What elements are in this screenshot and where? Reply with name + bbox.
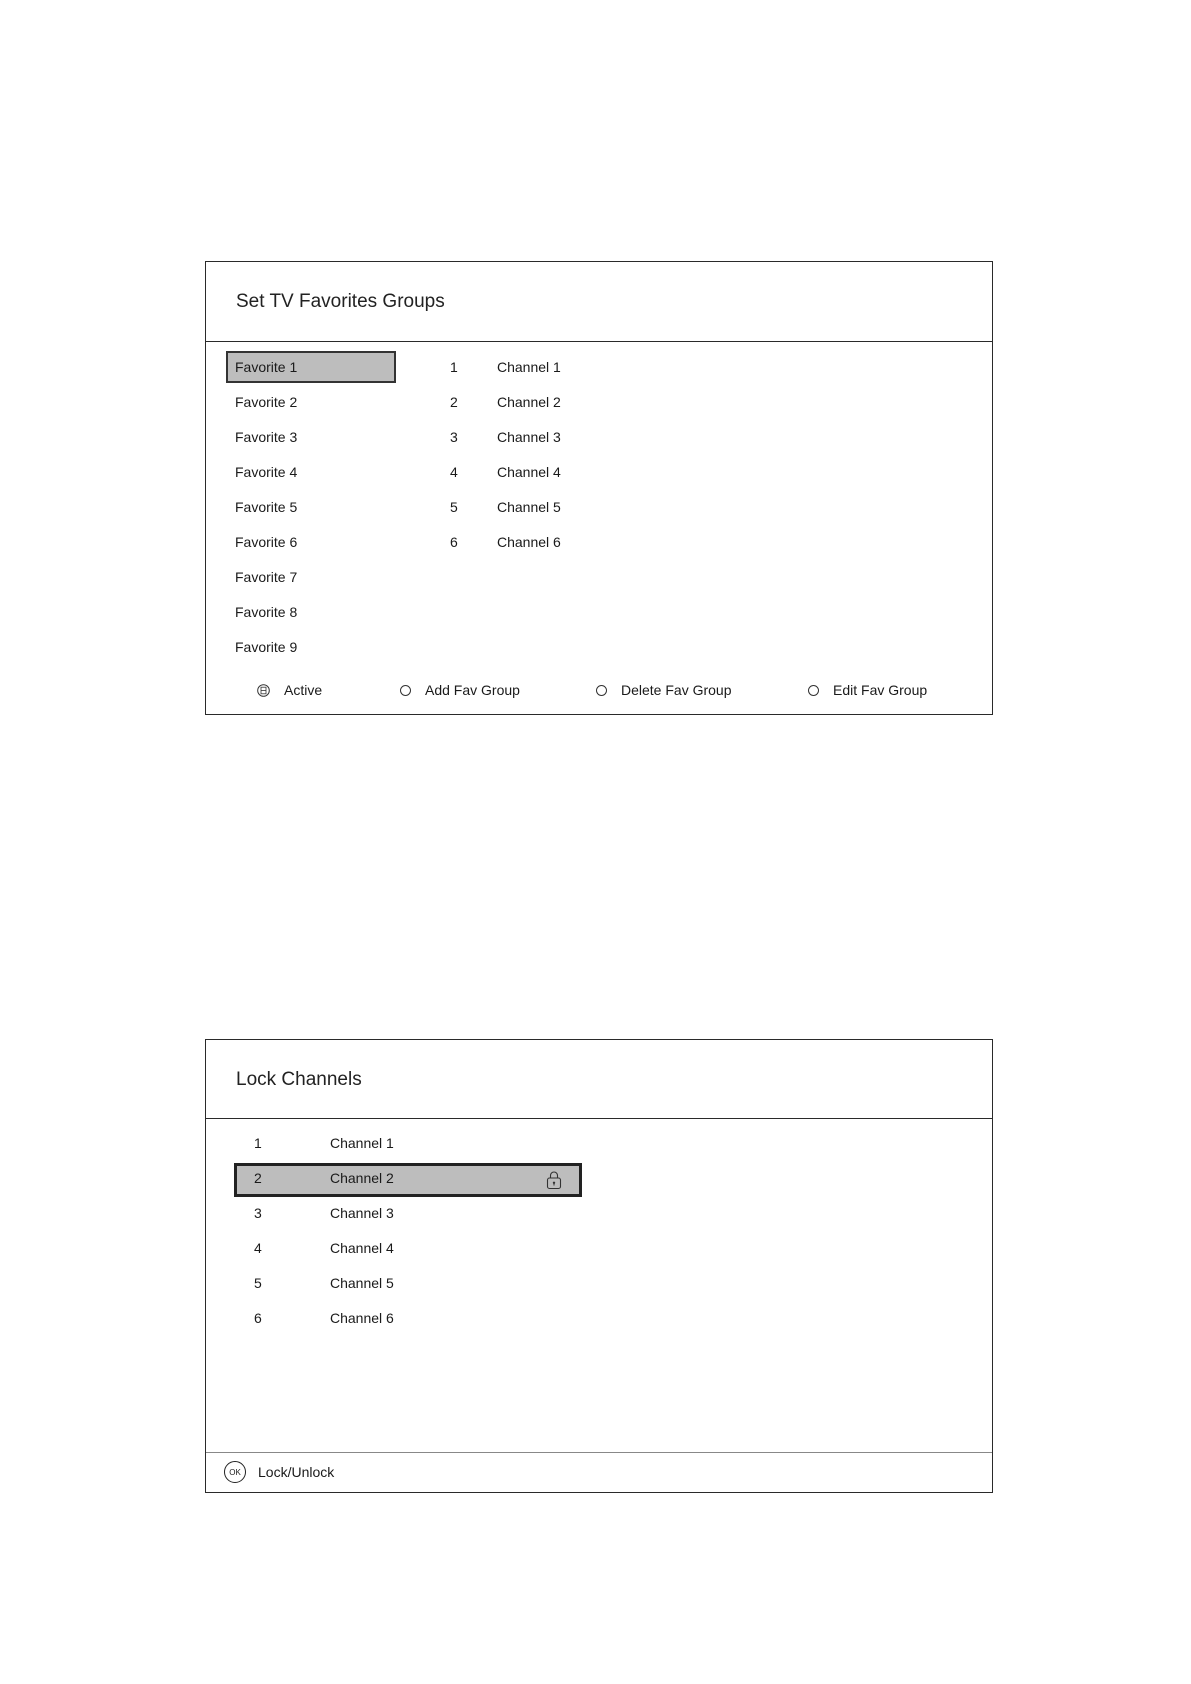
channel-name: Channel 1 — [330, 1135, 394, 1151]
lock-unlock-hint[interactable] — [224, 1459, 334, 1485]
radio-button-icon — [596, 685, 607, 696]
bullet-button-icon — [257, 684, 270, 697]
lock-channel-row-1[interactable] — [234, 1128, 582, 1162]
lock-panel-title: Lock Channels — [236, 1069, 362, 1090]
fav-group-item-1[interactable]: Favorite 1 — [226, 351, 396, 383]
channel-number: 1 — [254, 1135, 262, 1151]
channel-name[interactable]: Channel 3 — [497, 429, 561, 445]
channel-name[interactable]: Channel 4 — [497, 464, 561, 480]
add-fav-group-button[interactable] — [400, 678, 520, 702]
channel-name[interactable]: Channel 5 — [497, 499, 561, 515]
lock-channel-row-4[interactable] — [234, 1233, 582, 1267]
channel-number: 6 — [450, 534, 458, 550]
channel-number: 1 — [450, 359, 458, 375]
lock-icon — [546, 1170, 562, 1190]
channel-number: 2 — [254, 1170, 262, 1186]
fav-group-item-5[interactable]: Favorite 5 — [235, 499, 298, 515]
channel-number: 2 — [450, 394, 458, 410]
add-fav-group-label: Add Fav Group — [425, 682, 520, 698]
fav-group-item-8[interactable]: Favorite 8 — [235, 604, 298, 620]
fav-group-item-6[interactable]: Favorite 6 — [235, 534, 298, 550]
actions-bar — [206, 678, 992, 702]
fav-group-item-7[interactable]: Favorite 7 — [235, 569, 298, 585]
ok-button-icon: OK — [224, 1461, 246, 1483]
channel-number: 3 — [254, 1205, 262, 1221]
channel-name[interactable]: Channel 2 — [497, 394, 561, 410]
channel-number: 5 — [450, 499, 458, 515]
footer-divider — [206, 1452, 992, 1453]
channel-name: Channel 5 — [330, 1275, 394, 1291]
channel-number: 3 — [450, 429, 458, 445]
radio-button-icon — [400, 685, 411, 696]
channel-name: Channel 4 — [330, 1240, 394, 1256]
favorites-panel-title: Set TV Favorites Groups — [236, 291, 445, 312]
title-divider — [206, 1118, 992, 1119]
lock-channels-panel — [205, 1039, 993, 1493]
edit-fav-group-label: Edit Fav Group — [833, 682, 928, 698]
fav-group-item-2[interactable]: Favorite 2 — [235, 394, 298, 410]
channel-name: Channel 3 — [330, 1205, 394, 1221]
delete-fav-group-button[interactable] — [596, 678, 732, 702]
fav-group-item-4[interactable]: Favorite 4 — [235, 464, 298, 480]
favorites-panel — [205, 261, 993, 715]
channel-name: Channel 2 — [330, 1170, 394, 1186]
lock-channel-row-3[interactable] — [234, 1198, 582, 1232]
fav-group-item-9[interactable]: Favorite 9 — [235, 639, 298, 655]
channel-name: Channel 6 — [330, 1310, 394, 1326]
lock-unlock-label: Lock/Unlock — [258, 1464, 335, 1480]
radio-button-icon — [808, 685, 819, 696]
channel-number: 6 — [254, 1310, 262, 1326]
lock-channel-row-6[interactable] — [234, 1303, 582, 1337]
lock-channel-row-5[interactable] — [234, 1268, 582, 1302]
active-button[interactable] — [257, 678, 322, 702]
channel-number: 4 — [450, 464, 458, 480]
channel-number: 5 — [254, 1275, 262, 1291]
delete-fav-group-label: Delete Fav Group — [621, 682, 732, 698]
channel-name[interactable]: Channel 1 — [497, 359, 561, 375]
fav-group-item-3[interactable]: Favorite 3 — [235, 429, 298, 445]
title-divider — [206, 341, 992, 342]
channel-name[interactable]: Channel 6 — [497, 534, 561, 550]
edit-fav-group-button[interactable] — [808, 678, 927, 702]
channel-number: 4 — [254, 1240, 262, 1256]
active-label: Active — [284, 682, 323, 698]
lock-channel-row-2[interactable] — [234, 1163, 582, 1197]
